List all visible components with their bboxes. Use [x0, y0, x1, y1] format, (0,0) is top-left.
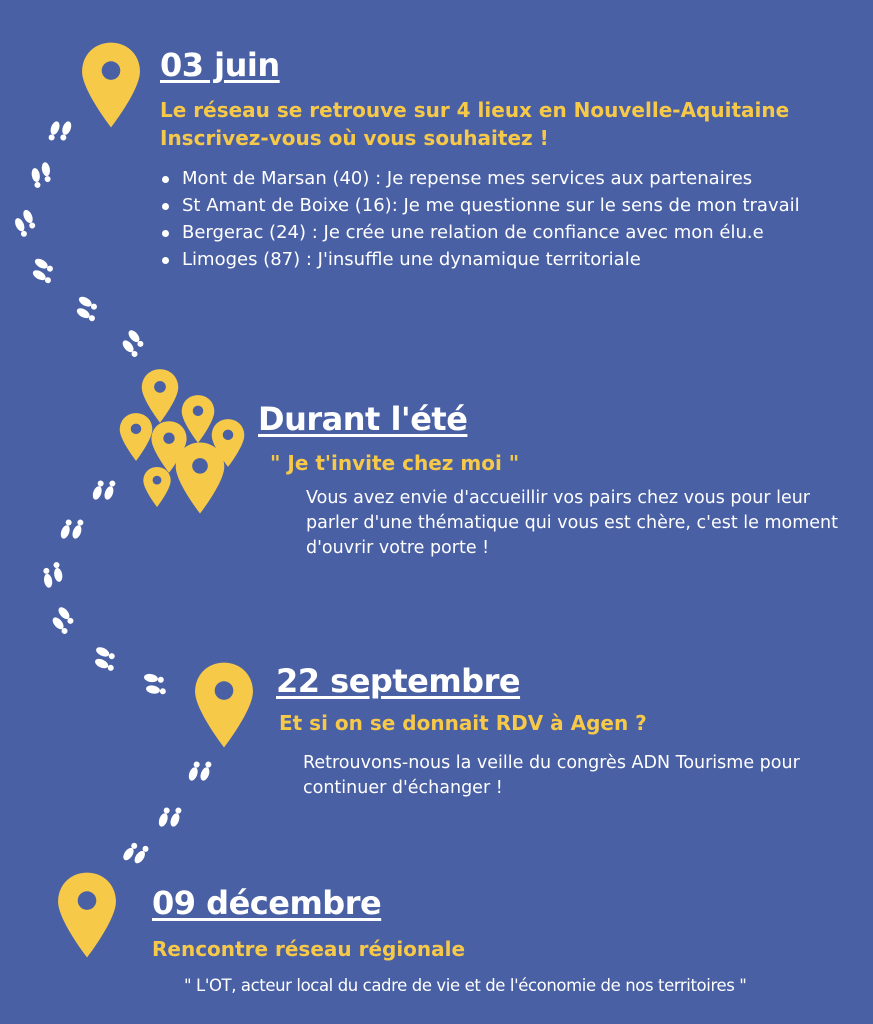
footprints-icon [44, 601, 83, 640]
event-subtitle: Rencontre réseau régionale [152, 937, 466, 961]
event-subtitle-line-1: Le réseau se retrouve sur 4 lieux en Nouvelle-Aquitaine [160, 98, 790, 122]
footprints-icon [182, 752, 218, 788]
event-subtitle-line-2: Inscrivez-vous où vous souhaitez ! [160, 126, 549, 150]
event-date-december: 09 décembre [152, 884, 382, 922]
list-item: Limoges (87) : J'insuffle une dynamique territoriale [158, 246, 870, 273]
event-date-september: 22 septembre [276, 662, 521, 700]
footprints-icon [36, 558, 68, 590]
event-subtitle: Et si on se donnait RDV à Agen ? [279, 711, 647, 735]
footprints-icon [42, 114, 78, 150]
event-description: Retrouvons-nous la veille du congrès ADN Tourisme pour continuer d'échanger ! [303, 753, 800, 798]
footprints-icon [117, 833, 156, 872]
footprints-icon [114, 324, 153, 363]
footprints-icon [86, 471, 122, 507]
list-item: St Amant de Boixe (16): Je me questionne sur le sens de mon travail [158, 192, 842, 219]
event-date-june: 03 juin [160, 46, 280, 84]
footprints-icon [25, 252, 63, 290]
footprints-icon [152, 798, 188, 834]
footprints-icon [54, 510, 90, 546]
event-description: " L'OT, acteur local du cadre de vie et de l'économie de nos territoires " [184, 976, 747, 995]
list-item: Mont de Marsan (40) : Je repense mes services aux partenaires [158, 165, 870, 192]
event-subtitle: " Je t'invite chez moi " [270, 451, 520, 475]
footprints-icon [140, 668, 172, 700]
event-locations-list [158, 165, 870, 273]
footprints-icon [87, 640, 124, 677]
event-description: Vous avez envie d'accueillir vos pairs chez vous pour leur parler d'une thématique qui vous est chère, c'est le moment d'ouvrir votre porte ! [306, 488, 838, 558]
location-pin-icon [80, 40, 142, 130]
footprints-icon [7, 205, 44, 242]
footprints-icon [26, 160, 58, 192]
footprints-icon [69, 290, 107, 328]
event-date-summer: Durant l'été [258, 400, 468, 438]
location-pin-icon [193, 660, 255, 750]
location-pin-icon [56, 870, 118, 960]
list-item: Bergerac (24) : Je crée une relation de confiance avec mon élu.e [158, 219, 822, 246]
